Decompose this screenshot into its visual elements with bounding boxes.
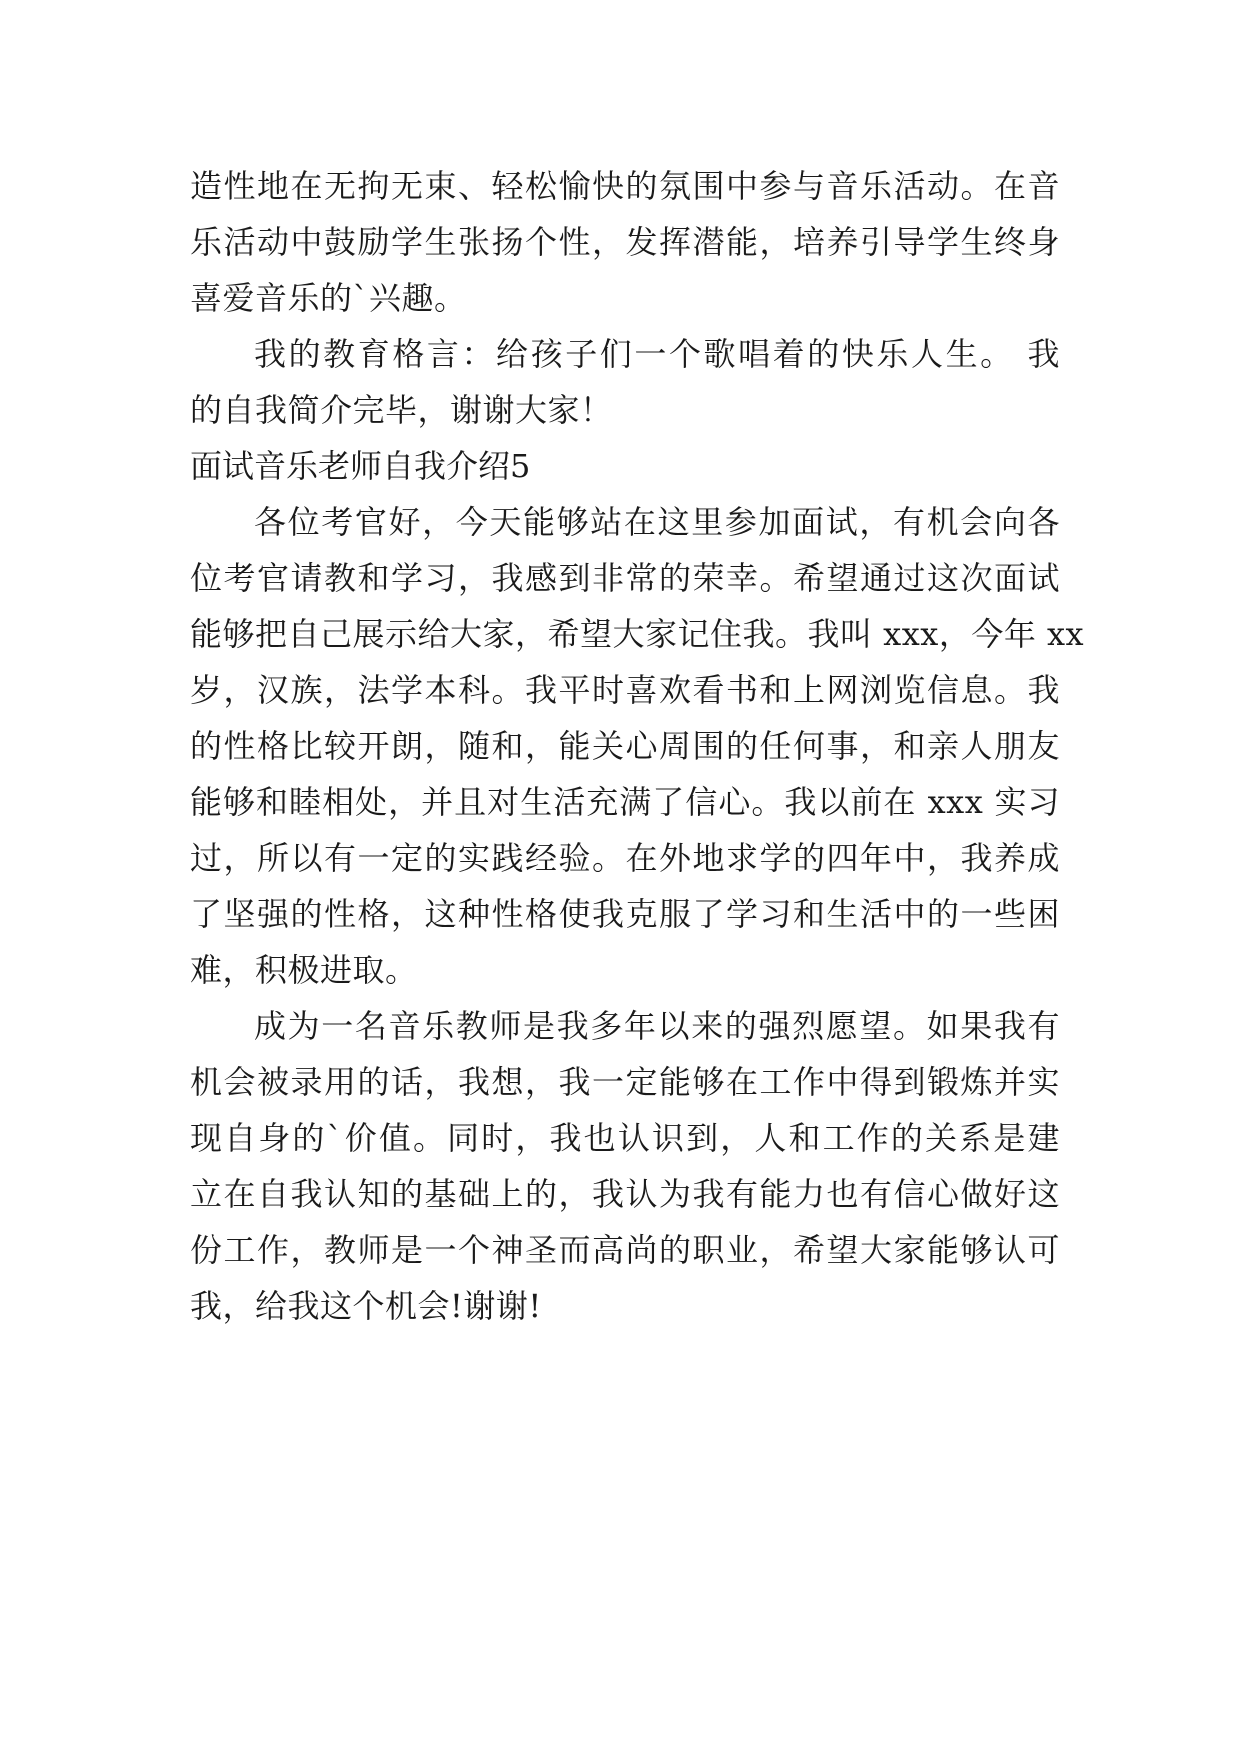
text-line: 造性地在无拘无束、轻松愉快的氛围中参与音乐活动。在音 [190,167,1060,205]
text-line: 的性格比较开朗，随和，能关心周围的任何事，和亲人朋友 [190,727,1060,765]
text-line: 成为一名音乐教师是我多年以来的强烈愿望。如果我有 [254,1007,1060,1045]
paragraph-aspiration [190,998,1060,1334]
text-line: 乐活动中鼓励学生张扬个性，发挥潜能，培养引导学生终身 [190,223,1060,261]
text-line: 立在自我认知的基础上的，我认为我有能力也有信心做好这 [190,1175,1060,1213]
text-line: 位考官请教和学习，我感到非常的荣幸。希望通过这次面试 [190,559,1060,597]
text-line: 难，积极进取。 [190,951,418,989]
text-line: 能够和睦相处，并且对生活充满了信心。我以前在 xxx 实习 [190,783,1060,821]
text-line: 喜爱音乐的`兴趣。 [190,279,467,317]
section-heading: 面试音乐老师自我介绍5 [190,447,531,485]
text-line: 我，给我这个机会!谢谢! [190,1287,542,1325]
paragraph-motto [190,326,1060,438]
paragraph-continuation [190,158,1060,326]
text-line: 各位考官好，今天能够站在这里参加面试，有机会向各 [254,503,1060,541]
text-line: 过，所以有一定的实践经验。在外地求学的四年中，我养成 [190,839,1060,877]
text-line: 了坚强的性格，这种性格使我克服了学习和生活中的一些困 [190,895,1060,933]
text-line: 现自身的`价值。同时，我也认识到，人和工作的关系是建 [190,1119,1060,1157]
text-line: 能够把自己展示给大家，希望大家记住我。我叫 xxx，今年 xx [190,615,1085,653]
text-line: 机会被录用的话，我想，我一定能够在工作中得到锻炼并实 [190,1063,1060,1101]
text-line: 的自我简介完毕，谢谢大家！ [190,391,613,429]
text-line: 我的教育格言：给孩子们一个歌唱着的快乐人生。 我 [254,335,1060,373]
text-line: 份工作，教师是一个神圣而高尚的职业，希望大家能够认可 [190,1231,1060,1269]
document-page [190,158,1085,1334]
text-line: 岁，汉族，法学本科。我平时喜欢看书和上网浏览信息。我 [190,671,1060,709]
paragraph-introduction [190,494,1085,998]
